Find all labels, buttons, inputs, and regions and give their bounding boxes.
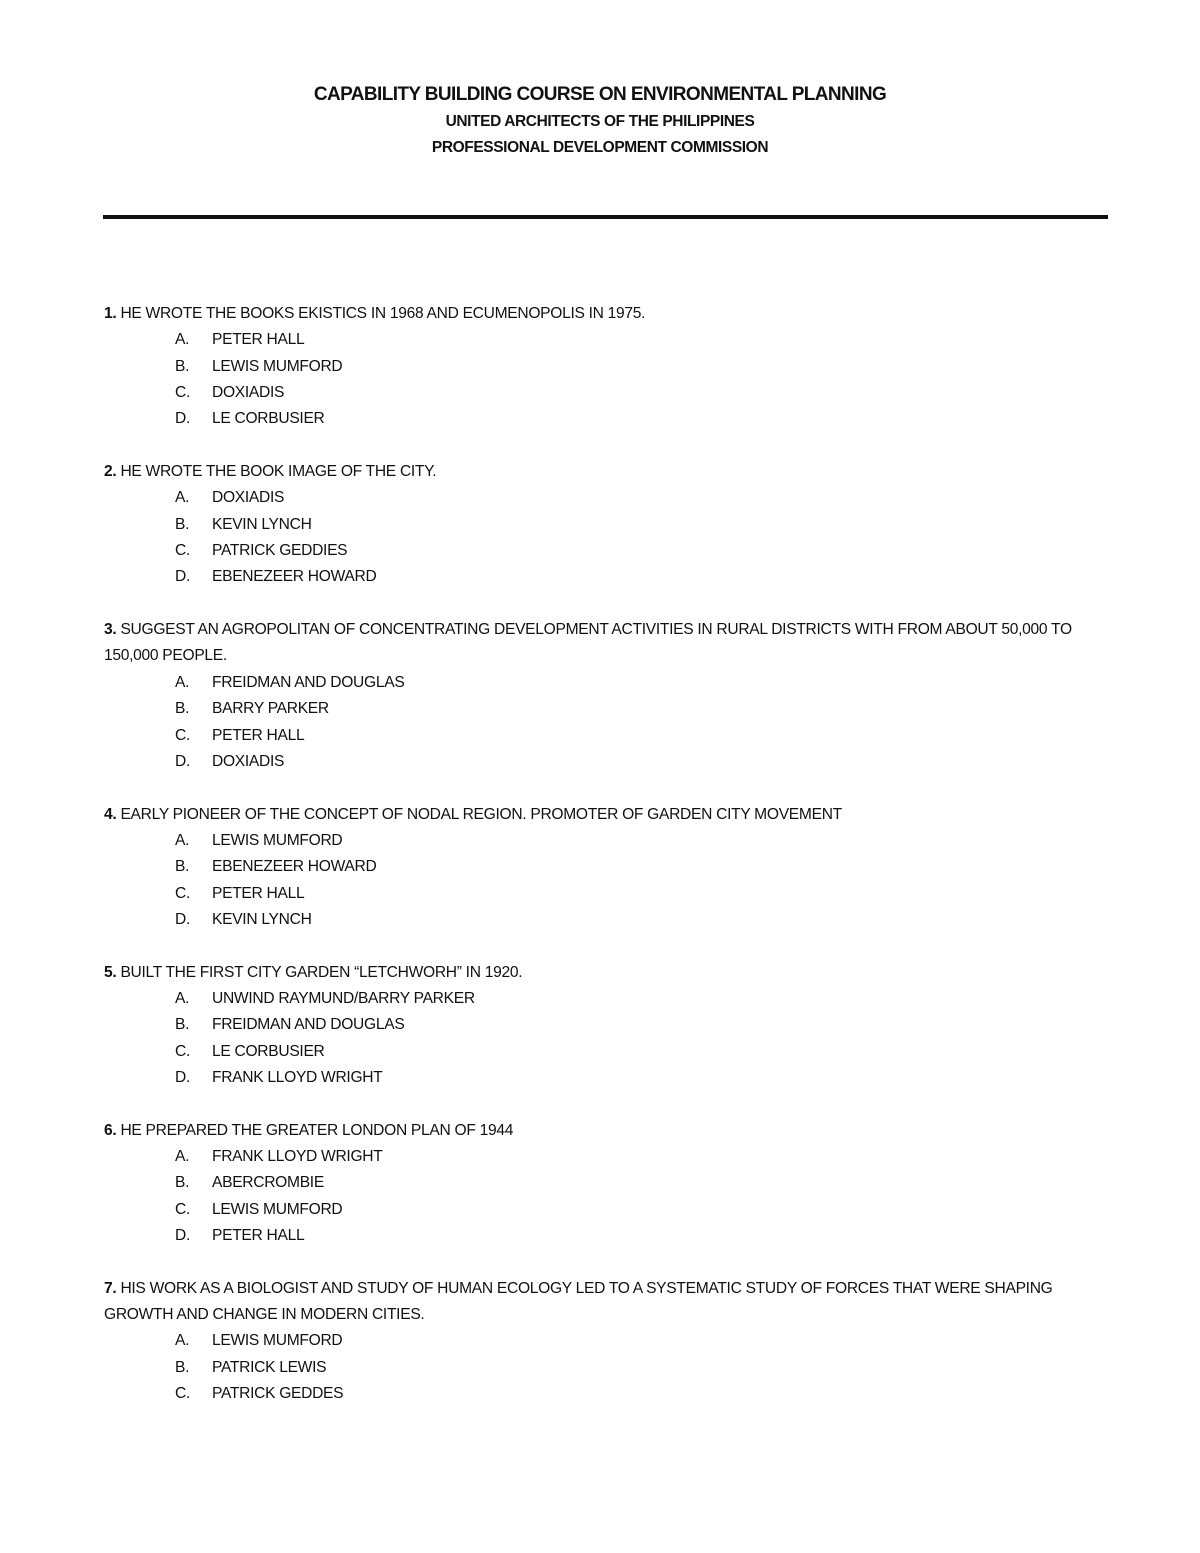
answer-option	[104, 696, 1104, 722]
option-text: UNWIND RAYMUND/BARRY PARKER	[212, 989, 475, 1007]
answer-option	[104, 828, 1104, 854]
question-number: 2.	[104, 463, 117, 481]
option-letter: B.	[175, 1174, 190, 1192]
question-stem	[104, 459, 1104, 485]
answer-option	[104, 1223, 1104, 1249]
option-text: FRANK LLOYD WRIGHT	[212, 1068, 383, 1086]
question-number: 6.	[104, 1121, 117, 1139]
option-letter: C.	[175, 542, 190, 560]
question	[104, 617, 1104, 775]
question-text: SUGGEST AN AGROPOLITAN OF CONCENTRATING DEVELOPMENT ACTIVITIES IN RURAL DISTRICTS WITH FROM ABOUT 50,000 TO 150,000 PEOPLE.	[104, 621, 1072, 665]
option-letter: C.	[175, 884, 190, 902]
option-text: PATRICK GEDDIES	[212, 542, 348, 560]
option-letter: D.	[175, 910, 190, 928]
option-text: LEWIS MUMFORD	[212, 357, 343, 375]
question	[104, 301, 1104, 433]
option-text: LEWIS MUMFORD	[212, 831, 343, 849]
option-text: PETER HALL	[212, 331, 305, 349]
option-letter: D.	[175, 1068, 190, 1086]
answer-option	[104, 1355, 1104, 1381]
answer-option	[104, 881, 1104, 907]
question-text: HIS WORK AS A BIOLOGIST AND STUDY OF HUMAN ECOLOGY LED TO A SYSTEMATIC STUDY OF FORCES THAT WERE SHAPING GROWTH AND CHANGE IN MODERN CITIES.	[104, 1279, 1053, 1324]
option-letter: C.	[175, 384, 190, 402]
option-letter: D.	[175, 1227, 190, 1245]
option-text: KEVIN LYNCH	[212, 515, 312, 533]
option-letter: A.	[175, 1148, 190, 1165]
question	[104, 802, 1104, 934]
question-number: 5.	[104, 963, 117, 981]
answer-option	[104, 907, 1104, 933]
question	[104, 960, 1104, 1092]
option-letter: B.	[175, 1358, 190, 1376]
option-letter: A.	[175, 1332, 190, 1350]
question-list	[104, 301, 1104, 1434]
option-text: EBENEZEER HOWARD	[212, 858, 377, 876]
commission-name: PROFESSIONAL DEVELOPMENT COMMISSION	[431, 139, 769, 156]
answer-option	[104, 854, 1104, 880]
answer-option	[104, 1381, 1104, 1407]
question-number: 3.	[104, 621, 117, 639]
answer-option	[104, 564, 1104, 590]
answer-option	[104, 380, 1104, 406]
option-text: LE CORBUSIER	[212, 1042, 325, 1060]
answer-option	[104, 406, 1104, 432]
answer-option	[104, 670, 1104, 696]
answer-option	[104, 512, 1104, 538]
option-letter: D.	[175, 752, 190, 770]
option-letter: C.	[175, 1385, 190, 1403]
option-letter: D.	[175, 568, 190, 586]
question	[104, 1118, 1104, 1250]
question-stem	[104, 1118, 1104, 1144]
option-text: DOXIADIS	[212, 752, 285, 770]
answer-option	[104, 1012, 1104, 1038]
header-divider	[103, 215, 1108, 219]
option-text: PETER HALL	[212, 1227, 305, 1245]
option-letter: A.	[175, 673, 190, 691]
option-letter: A.	[175, 489, 190, 507]
option-text: FREIDMAN AND DOUGLAS	[212, 1016, 405, 1034]
answer-option	[104, 327, 1104, 353]
option-letter: B.	[175, 357, 190, 375]
question	[104, 459, 1104, 591]
question-stem	[104, 802, 1104, 828]
answer-option	[104, 485, 1104, 511]
option-letter: C.	[175, 1200, 190, 1218]
option-letter: A.	[175, 831, 190, 849]
option-text: ABERCROMBIE	[212, 1174, 324, 1192]
option-letter: B.	[175, 1016, 190, 1034]
question-text: HE WROTE THE BOOKS EKISTICS IN 1968 AND ECUMENOPOLIS IN 1975.	[116, 305, 646, 322]
question-text: HE PREPARED THE GREATER LONDON PLAN OF 1944	[116, 1121, 514, 1139]
question-number: 4.	[104, 805, 117, 823]
option-text: PETER HALL	[212, 884, 305, 902]
organization-name: UNITED ARCHITECTS OF THE PHILIPPINES	[445, 113, 755, 130]
option-text: PATRICK GEDDES	[212, 1385, 344, 1403]
option-text: LE CORBUSIER	[212, 410, 325, 428]
option-text: KEVIN LYNCH	[212, 910, 312, 928]
document-title: CAPABILITY BUILDING COURSE ON ENVIRONMENTAL PLANNING	[313, 84, 887, 105]
option-text: PETER HALL	[212, 726, 305, 744]
answer-option	[104, 749, 1104, 775]
option-letter: B.	[175, 700, 190, 718]
question-stem	[104, 1276, 1104, 1329]
question-number: 7.	[104, 1279, 117, 1297]
option-text: LEWIS MUMFORD	[212, 1332, 343, 1350]
option-text: BARRY PARKER	[212, 700, 329, 718]
option-letter: D.	[175, 410, 190, 428]
option-letter: A.	[175, 989, 190, 1007]
answer-option	[104, 1328, 1104, 1354]
option-letter: B.	[175, 515, 190, 533]
question	[104, 1276, 1104, 1408]
answer-option	[104, 1170, 1104, 1196]
option-text: LEWIS MUMFORD	[212, 1200, 343, 1218]
question-text: EARLY PIONEER OF THE CONCEPT OF NODAL REGION. PROMOTER OF GARDEN CITY MOVEMENT	[116, 805, 842, 823]
option-text: FRANK LLOYD WRIGHT	[212, 1148, 383, 1165]
question-text: HE WROTE THE BOOK IMAGE OF THE CITY.	[116, 463, 437, 481]
question-number: 1.	[104, 305, 117, 322]
answer-option	[104, 1197, 1104, 1223]
answer-option	[104, 723, 1104, 749]
option-text: PATRICK LEWIS	[212, 1358, 327, 1376]
answer-option	[104, 354, 1104, 380]
answer-option	[104, 1039, 1104, 1065]
answer-option	[104, 1065, 1104, 1091]
question-stem	[104, 301, 1104, 327]
question-stem	[104, 617, 1104, 670]
question-text: BUILT THE FIRST CITY GARDEN “LETCHWORH” IN 1920.	[116, 963, 523, 981]
answer-option	[104, 1144, 1104, 1170]
option-text: DOXIADIS	[212, 384, 285, 402]
option-text: DOXIADIS	[212, 489, 285, 507]
question-stem	[104, 960, 1104, 986]
option-letter: C.	[175, 1042, 190, 1060]
option-letter: C.	[175, 726, 190, 744]
option-text: FREIDMAN AND DOUGLAS	[212, 673, 405, 691]
option-letter: B.	[175, 858, 190, 876]
answer-option	[104, 986, 1104, 1012]
answer-option	[104, 538, 1104, 564]
option-letter: A.	[175, 331, 190, 349]
option-text: EBENEZEER HOWARD	[212, 568, 377, 586]
